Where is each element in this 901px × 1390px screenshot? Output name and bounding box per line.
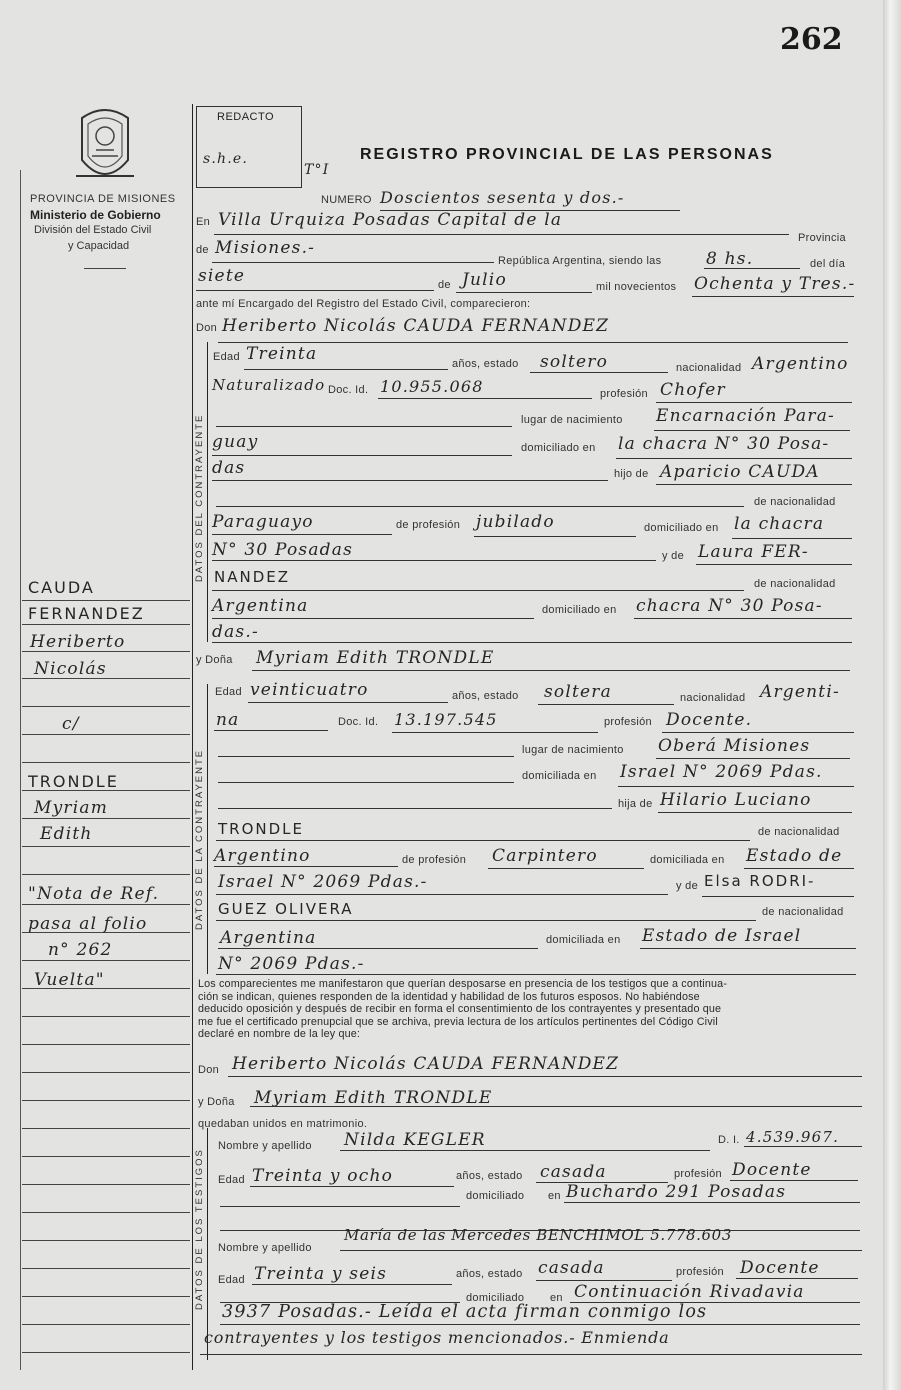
c2-padre: Hilario Luciano [660, 790, 812, 810]
c2-padre-dom-label: domiciliada en [650, 854, 725, 866]
margin-note-n8: Edith [40, 824, 93, 844]
mes-value: Julio [462, 270, 507, 290]
c2-madre-nac: Argentina [220, 928, 317, 948]
margin-note-r4: Vuelta" [34, 970, 105, 990]
c2-nacionalidad: Argenti- [760, 682, 840, 702]
c2-dona-label: y Doña [196, 654, 233, 666]
c2-padre-dom: Estado de [746, 846, 843, 866]
c1-edad-label: Edad [213, 351, 240, 363]
decl-don: Heriberto Nicolás CAUDA FERNANDEZ [232, 1054, 620, 1074]
c2-hija-label: hija de [618, 798, 653, 810]
c1-madre-dom: chacra N° 30 Posa- [636, 596, 823, 616]
t1-di-label: D. I. [718, 1134, 740, 1146]
t2-nombre-label: Nombre y apellido [218, 1242, 312, 1254]
c1-nacionalidad: Argentino [752, 354, 849, 374]
c1-de-nac-label: de nacionalidad [754, 496, 836, 508]
book-binding [883, 0, 901, 1390]
c2-de-nac-label: de nacionalidad [758, 826, 840, 838]
c2-padre-nac: Argentino [214, 846, 311, 866]
en-value: Villa Urquiza Posadas Capital de la [218, 210, 563, 230]
c1-padre-dom: la chacra [734, 514, 825, 534]
dia-value: siete [198, 266, 246, 286]
contrayente2-side-label: DATOS DE LA CONTRAYENTE [194, 748, 205, 930]
c1-prof-label: profesión [600, 388, 648, 400]
republica-label: República Argentina, siendo las [498, 255, 662, 267]
anio-value: Ochenta y Tres.- [694, 274, 856, 294]
c2-nacionalidad2: na [216, 710, 240, 730]
provincia-label: Provincia [798, 232, 846, 244]
t1-en-label: en [548, 1190, 561, 1202]
mes-de-label: de [438, 279, 451, 291]
t2-prof: Docente [740, 1258, 820, 1278]
c1-lugar2: guay [212, 432, 259, 452]
c2-edad-label: Edad [215, 686, 242, 698]
c1-padre-dom-label: domiciliado en [644, 522, 719, 534]
c1-domicilio2: das [212, 458, 246, 478]
c1-dom-label: domiciliado en [521, 442, 596, 454]
t2-edad-label: Edad [218, 1274, 245, 1286]
t2-estado: casada [538, 1258, 605, 1278]
c2-doc: 13.197.545 [394, 710, 498, 729]
redacto-value: s.h.e. [203, 151, 249, 167]
c2-madre-de-nac-label: de nacionalidad [762, 906, 844, 918]
t1-dom-label: domiciliado [466, 1190, 525, 1202]
c2-padre-dom2: Israel N° 2069 Pdas.- [218, 872, 428, 892]
c2-lugar-label: lugar de nacimiento [522, 744, 624, 756]
c2-prof-label: profesión [604, 716, 652, 728]
de-label: de [196, 244, 209, 256]
margin-note-n1: CAUDA [28, 578, 95, 597]
body-line-5: declaré en nombre de la ley que: [198, 1028, 361, 1040]
c2-estado: soltera [544, 682, 612, 702]
contrayente1-side-label: DATOS DEL CONTRAYENTE [194, 413, 205, 582]
body-line-2: ción se indican, quienes responden de la identidad y habilidad de los futuros esposos. No habiéndose [198, 990, 700, 1003]
body-line-3: deducido oposición y después de recibir en forma el consentimiento de los contrayentes y presentado que [198, 1003, 722, 1015]
t2-nombre: María de las Mercedes BENCHIMOL 5.778.603 [344, 1226, 732, 1244]
body-line-4: me fue el certificado prenupcial que se archiva, previa lectura de los artículos pertinentes del Código Civil [198, 1015, 718, 1028]
c1-lugar: Encarnación Para- [656, 406, 835, 426]
c2-nombre: Myriam Edith TRONDLE [256, 648, 495, 668]
margin-note-n5: c/ [62, 714, 80, 734]
c1-doc: 10.955.068 [380, 377, 484, 396]
c2-padre2: TRONDLE [218, 820, 304, 838]
c1-hijo-label: hijo de [614, 468, 649, 480]
anio-label: mil novecientos [596, 281, 677, 293]
province-line4: y Capacidad [68, 240, 130, 252]
t2-edad: Treinta y seis [254, 1264, 388, 1284]
c2-madre-dom: Estado de Israel [642, 926, 802, 946]
c1-nombre: Heriberto Nicolás CAUDA FERNANDEZ [222, 316, 610, 336]
c2-madre-dom-label: domiciliada en [546, 934, 621, 946]
c2-profesion: Docente. [666, 710, 753, 730]
c2-y-de-label: y de [676, 880, 698, 892]
margin-note-r3: n° 262 [48, 940, 113, 960]
tomo-value: T°I [304, 162, 330, 178]
t1-dom: Buchardo 291 Posadas [566, 1182, 787, 1202]
redacto-label: REDACTO [217, 111, 275, 123]
c2-domicilio: Israel N° 2069 Pdas. [620, 762, 823, 782]
numero-value: Doscientos sesenta y dos.- [380, 188, 625, 207]
c1-doc-label: Doc. Id. [328, 384, 369, 396]
c1-y-de-label: y de [662, 550, 684, 562]
c1-anios-label: años, estado [452, 358, 519, 370]
c2-padre-prof: Carpintero [492, 846, 598, 866]
c1-madre-de-nac-label: de nacionalidad [754, 578, 836, 590]
margin-note-r1: "Nota de Ref. [28, 884, 160, 904]
t1-prof: Docente [732, 1160, 812, 1180]
t1-anios-label: años, estado [456, 1170, 523, 1182]
cierre-line-2: contrayentes y los testigos mencionados.- Enmienda [204, 1328, 670, 1347]
c2-madre: Elsa RODRI- [704, 872, 816, 890]
province-line3: División del Estado Civil [34, 224, 152, 236]
margin-note-n4: Nicolás [34, 659, 107, 679]
cierre-line-1: 3937 Posadas.- Leída el acta firman conmigo los [222, 1302, 708, 1322]
c1-madre: Laura FER- [698, 542, 809, 562]
t2-prof-label: profesión [676, 1266, 724, 1278]
c1-estado: soltero [540, 352, 609, 372]
t1-nombre-label: Nombre y apellido [218, 1140, 312, 1152]
c2-dom-label: domiciliada en [522, 770, 597, 782]
ante-text: ante mí Encargado del Registro del Estado Civil, comparecieron: [196, 298, 531, 310]
c1-padre-dom2: N° 30 Posadas [212, 540, 353, 560]
decl-quedaban: quedaban unidos en matrimonio. [198, 1118, 368, 1130]
body-line-1: Los comparecientes me manifestaron que querían desposarse en presencia de los testigos que a continua- [198, 978, 728, 990]
c1-padre-nac: Paraguayo [212, 512, 314, 532]
c1-nac-label: nacionalidad [676, 362, 742, 374]
c2-anios-label: años, estado [452, 690, 519, 702]
margin-note-n3: Heriberto [30, 632, 126, 652]
decl-dona: Myriam Edith TRONDLE [254, 1088, 493, 1108]
c1-lugar-label: lugar de nacimiento [521, 414, 623, 426]
c2-doc-label: Doc. Id. [338, 716, 379, 728]
c1-madre-nac: Argentina [212, 596, 309, 616]
c2-nac-label: nacionalidad [680, 692, 746, 704]
margin-note-n2: FERNANDEZ [28, 604, 145, 623]
t2-anios-label: años, estado [456, 1268, 523, 1280]
c1-madre-dom-label: domiciliado en [542, 604, 617, 616]
t1-prof-label: profesión [674, 1168, 722, 1180]
c1-madre2: NANDEZ [214, 568, 291, 586]
c2-edad: veinticuatro [250, 680, 369, 700]
margin-note-n7: Myriam [34, 798, 109, 818]
c1-profesion: Chofer [660, 380, 726, 400]
t1-edad: Treinta y ocho [252, 1166, 394, 1186]
c2-madre-dom2: N° 2069 Pdas.- [218, 954, 365, 974]
margin-note-n6: TRONDLE [28, 772, 119, 791]
t1-edad-label: Edad [218, 1174, 245, 1186]
c1-don-label: Don [196, 322, 218, 334]
page-number: 262 [780, 22, 843, 57]
c2-lugar: Oberá Misiones [658, 736, 811, 756]
province-line1: PROVINCIA DE MISIONES [30, 193, 176, 205]
t2-dom: Continuación Rivadavia [574, 1282, 805, 1302]
c1-padre: Aparicio CAUDA [660, 462, 820, 482]
testigos-side-label: DATOS DE LOS TESTIGOS [194, 1148, 205, 1310]
c1-de-prof-label: de profesión [396, 519, 461, 531]
t1-nombre: Nilda KEGLER [344, 1130, 486, 1150]
province-line2: Ministerio de Gobierno [30, 208, 161, 222]
c1-edad: Treinta [246, 344, 318, 364]
c1-madre-dom2: das.- [212, 622, 259, 642]
redacto-box [196, 106, 302, 188]
margin-note-r2: pasa al folio [28, 914, 148, 934]
province-seal-icon [72, 104, 138, 190]
hora-value: 8 hs. [706, 249, 754, 269]
c1-padre-prof: jubilado [476, 512, 555, 532]
document-title: REGISTRO PROVINCIAL DE LAS PERSONAS [360, 146, 774, 163]
c2-de-prof-label: de profesión [402, 854, 467, 866]
decl-don-label: Don [198, 1064, 220, 1076]
t2-en-label: en [550, 1292, 563, 1304]
decl-dona-label: y Doña [198, 1096, 235, 1108]
dia-label: del día [810, 258, 846, 270]
c1-nacionalidad2: Naturalizado [212, 376, 326, 394]
numero-label: NUMERO [321, 194, 372, 206]
en-label: En [196, 216, 211, 228]
t1-estado: casada [540, 1162, 607, 1182]
c2-madre2: GUEZ OLIVERA [218, 900, 354, 918]
body-text [198, 978, 858, 1041]
t1-di: 4.539.967. [746, 1128, 840, 1146]
c1-domicilio: la chacra N° 30 Posa- [618, 434, 830, 454]
de-value: Misiones.- [215, 238, 316, 258]
t2-dom-label: domiciliado [466, 1292, 525, 1304]
